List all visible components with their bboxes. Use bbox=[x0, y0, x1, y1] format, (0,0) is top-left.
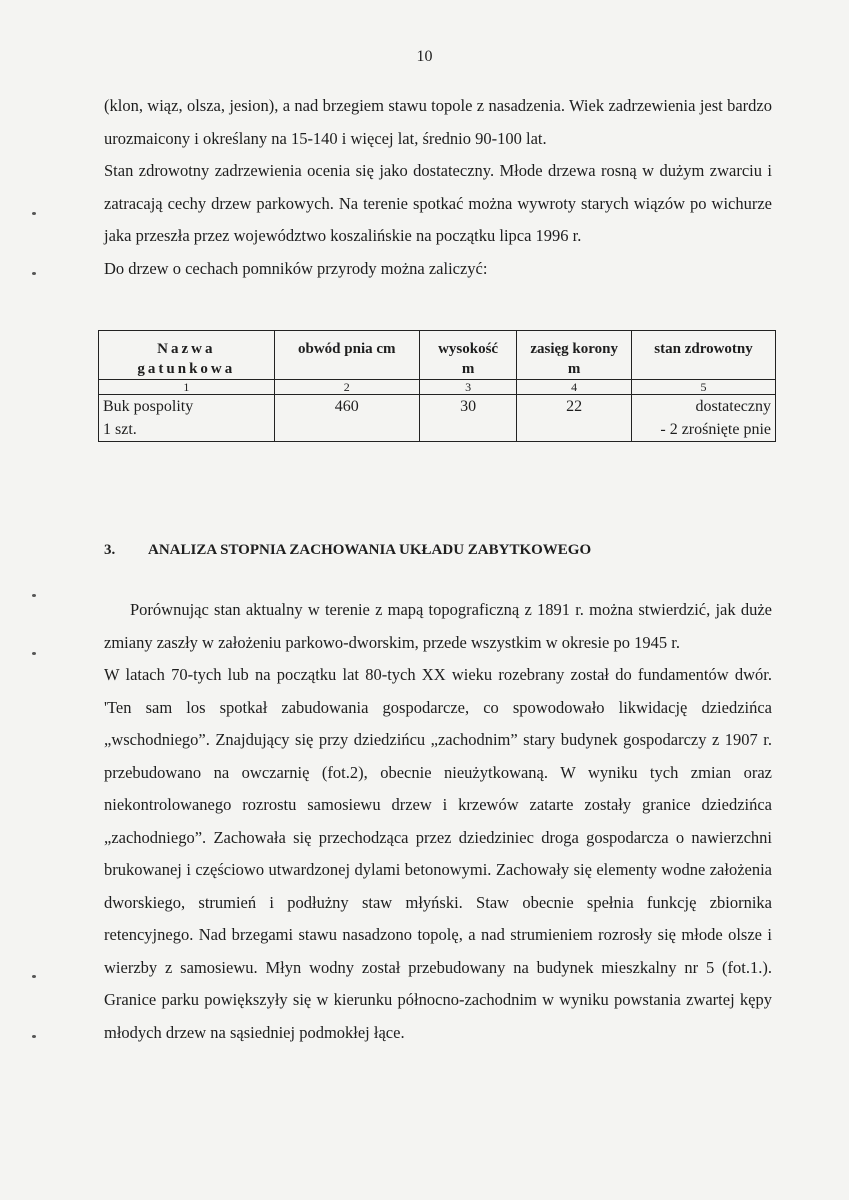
intro-paragraph: Stan zdrowotny zadrzewienia ocenia się jako dostateczny. Młode drzewa rosną w dużym zwarciu i zatracają cechy drzew parkowych. Na terenie spotkać można wywroty starych wiązów po wichurze jaka przeszła przez województwo koszalińskie na początku lipca 1996 r. bbox=[104, 161, 772, 245]
scan-speck bbox=[32, 594, 36, 597]
table-header-row bbox=[99, 331, 776, 380]
section-title: ANALIZA STOPNIA ZACHOWANIA UKŁADU ZABYTKOWEGO bbox=[148, 542, 592, 558]
header-crown-line1: zasięg korony bbox=[530, 341, 618, 357]
header-health-text: stan zdrowotny bbox=[654, 341, 753, 357]
column-number-row bbox=[99, 380, 776, 395]
header-crown bbox=[517, 331, 632, 380]
column-number: 5 bbox=[632, 380, 776, 395]
header-circumference-text: obwód pnia cm bbox=[298, 341, 396, 357]
column-number: 2 bbox=[274, 380, 419, 395]
header-crown-line2: m bbox=[567, 361, 581, 377]
species-count: 1 szt. bbox=[103, 421, 137, 438]
scan-speck bbox=[32, 652, 36, 655]
cell-circumference: 460 bbox=[274, 395, 419, 442]
column-number: 3 bbox=[419, 380, 516, 395]
cell-height: 30 bbox=[419, 395, 516, 442]
species-name: Buk pospolity bbox=[103, 398, 194, 415]
header-height-line1: wysokość bbox=[438, 341, 499, 357]
cell-health bbox=[632, 395, 776, 442]
column-number: 1 bbox=[99, 380, 275, 395]
section-heading bbox=[104, 542, 591, 559]
header-height-line2: m bbox=[461, 361, 475, 377]
table-row bbox=[99, 395, 776, 442]
scan-speck bbox=[32, 1035, 36, 1038]
scan-speck bbox=[32, 272, 36, 275]
scan-speck bbox=[32, 212, 36, 215]
header-species-line1: Nazwa bbox=[157, 341, 216, 357]
intro-text bbox=[104, 90, 772, 285]
column-number: 4 bbox=[517, 380, 632, 395]
page-number: 10 bbox=[416, 48, 433, 65]
body-paragraph: Porównując stan aktualny w terenie z mapą topograficzną z 1891 r. można stwierdzić, jak duże zmiany zaszły w założeniu parkowo-dworskim, przede wszystkim w okresie po 1945 r. bbox=[104, 600, 772, 652]
body-paragraph: W latach 70-tych lub na początku lat 80-tych XX wieku rozebrany został do fundamentów dwór. 'Ten sam los spotkał zabudowania gospodarcze, co spowodowało likwidację dziedzińca „wschodniego”. Znajdujący się przy dziedzińcu „zachodnim” stary budynek gospodarczy z 1907 r. przebudowano na owczarnię (fot.2), obecnie nieużytkowaną. W wyniku tych zmian oraz niekontrolowanego rozrostu samosiewu drzew i krzewów zatarte zostały granice dziedzińca „zachodniego”. Zachowała się przechodząca przez dziedziniec droga gospodarcza o nawierzchni brukowanej i częściowo utwardzonej dylami betonowymi. Zachowały się elementy wodne założenia dworskiego, strumień i podłużny staw młyński. Staw obecnie spełnia funkcję zbiornika retencyjnego. Nad brzegami stawu nasadzono topolę, a nad strumieniem rozrosły się młode olsze i wierzby z samosiewu. Młyn wodny został przebudowany na budynek mieszkalny nr 5 (fot.1.). Granice parku powiększyły się w kierunku północno-zachodnim w wyniku powstania zwartej kępy młodych drzew na sąsiedniej podmokłej łące. bbox=[104, 665, 772, 1042]
section-body bbox=[104, 594, 772, 1049]
intro-paragraph: (klon, wiąz, olsza, jesion), a nad brzegiem stawu topole z nasadzenia. Wiek zadrzewienia jest bardzo urozmaicony i określany na 15-140 i więcej lat, średnio 90-100 lat. bbox=[104, 96, 772, 148]
health-note: - 2 zrośnięte pnie bbox=[660, 421, 771, 438]
cell-species bbox=[99, 395, 275, 442]
header-species bbox=[99, 331, 275, 380]
header-height bbox=[419, 331, 516, 380]
intro-paragraph: Do drzew o cechach pomników przyrody można zaliczyć: bbox=[104, 258, 488, 278]
header-circumference bbox=[274, 331, 419, 380]
header-health bbox=[632, 331, 776, 380]
header-species-line2: gatunkowa bbox=[137, 361, 236, 377]
section-number: 3. bbox=[104, 542, 116, 558]
health-status: dostateczny bbox=[695, 398, 771, 415]
monument-trees-table bbox=[98, 330, 776, 442]
trees-table bbox=[98, 330, 776, 442]
cell-crown: 22 bbox=[517, 395, 632, 442]
scan-speck bbox=[32, 975, 36, 978]
